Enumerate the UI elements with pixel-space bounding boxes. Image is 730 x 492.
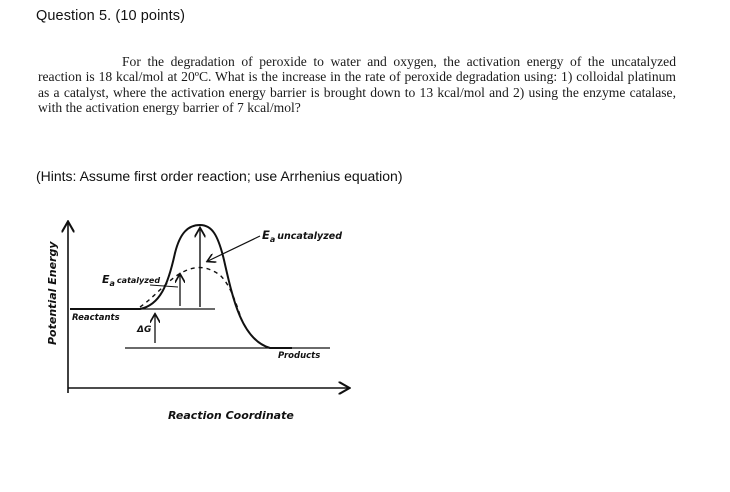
energy-diagram — [30, 205, 370, 435]
label-delta-g: ΔG — [137, 325, 152, 335]
label-ea-uncatalyzed — [262, 228, 342, 244]
hints-text: (Hints: Assume first order reaction; use Arrhenius equation) — [36, 168, 403, 184]
svg-text:Eauncatalyzed: $E_a$ $^{uncatalyzed}$ — [262, 228, 343, 244]
uncatalyzed-curve — [70, 225, 292, 348]
x-axis-label: Reaction Coordinate — [168, 409, 294, 422]
question-title: Question 5. (10 points) — [36, 8, 185, 24]
catalyzed-curve — [140, 268, 240, 315]
ea-uncatalyzed-pointer — [208, 236, 260, 261]
label-products: Products — [278, 351, 321, 361]
question-text: For the degradation of peroxide to water and oxygen, the activation energy of the uncatalyzed reaction is 18 kcal/mol at 20ºC. What is the increase in the rate of peroxide degradation using: 1) colloidal platinum as a catalyst, where the activation energy barrier is brought down to 13 kcal/mol and 2) using the enzyme catalase, with the activation energy barrier of 7 kcal/mol? — [38, 54, 676, 116]
y-axis-label: Potential Energy — [46, 241, 59, 345]
svg-text:Eacatalyzed: $E_a$ $^{catalyzed}$ — [102, 273, 161, 288]
label-reactants: Reactants — [72, 313, 120, 323]
label-ea-catalyzed — [102, 273, 160, 288]
